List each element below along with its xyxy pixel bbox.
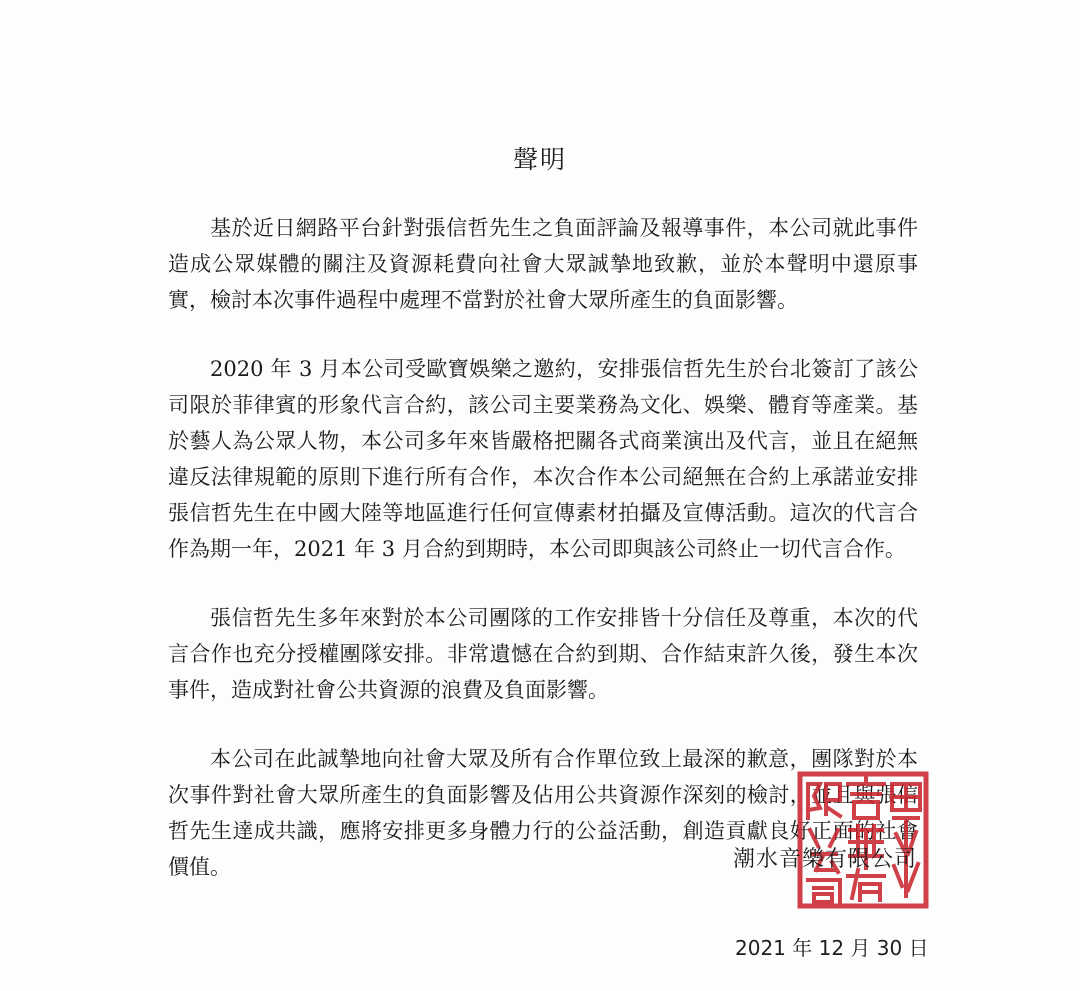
paragraph-1: 基於近日網路平台針對張信哲先生之負面評論及報導事件，本公司就此事件造成公眾媒體的關注及資源耗費向社會大眾誠摯地致歉，並於本聲明中還原事實，檢討本次事件過程中處理不當對於社會大眾所產生的負面影響。 bbox=[168, 216, 918, 312]
paragraph-4: 本公司在此誠摯地向社會大眾及所有合作單位致上最深的歉意，團隊對於本次事件對社會大眾所產生的負面影響及佔用公共資源作深刻的檢討，並且與張信哲先生達成共識，應將安排更多身體力行的公益活動，創造貢獻良好正面的社會價值。 bbox=[168, 747, 918, 879]
statement-date: 2021 年 12 月 30 日 bbox=[735, 936, 929, 960]
company-name: 潮水音樂有限公司 bbox=[733, 847, 918, 872]
paragraph-2: 2020 年 3 月本公司受歐寶娛樂之邀約，安排張信哲先生於台北簽訂了該公司限於菲律賓的形象代言合約，該公司主要業務為文化、娛樂、體育等產業。基於藝人為公眾人物，本公司多年來皆嚴格把關各式商業演出及代言，並且在絕無違反法律規範的原則下進行所有合作，本次合作本公司絕無在合約上承諾並安排張信哲先生在中國大陸等地區進行任何宣傳素材拍攝及宣傳活動。這次的代言合作為期一年，2021 年 3 月合約到期時，本公司即與該公司終止一切代言合作。 bbox=[168, 357, 918, 561]
page-title: 聲明 bbox=[512, 145, 567, 174]
paragraph-3: 張信哲先生多年來對於本公司團隊的工作安排皆十分信任及尊重，本次的代言合作也充分授權團隊安排。非常遺憾在合約到期、合作結束許久後，發生本次事件，造成對社會公共資源的浪費及負面影響。 bbox=[168, 606, 918, 702]
company-seal-icon bbox=[796, 770, 930, 910]
